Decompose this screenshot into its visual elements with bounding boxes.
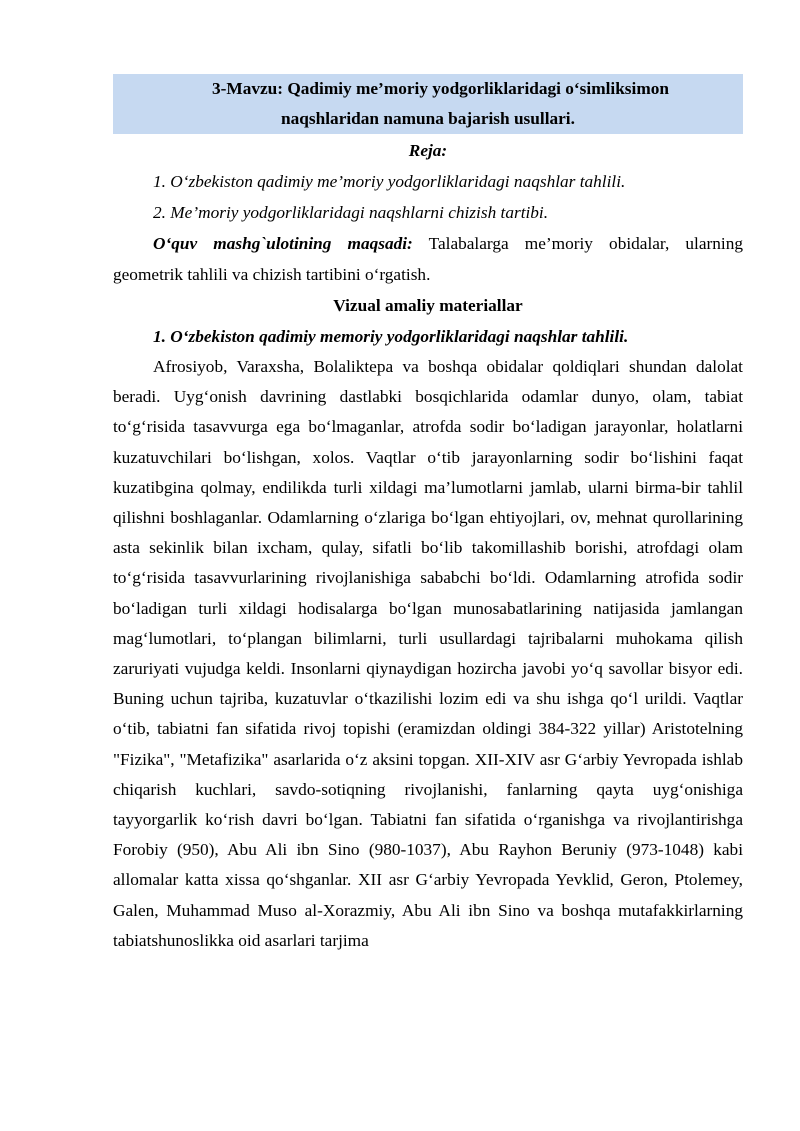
plan-heading: Reja: xyxy=(408,141,448,160)
lesson-goal-text: Talabalarga me’moriy obidalar, ularning geometrik tahlili va chizish tartibini o‘rgatish. xyxy=(113,234,744,284)
document-page xyxy=(113,74,743,956)
subsection-heading: 1. O‘zbekiston qadimiy memoriy yodgorliklaridagi naqshlar tahlili. xyxy=(153,327,629,346)
plan-item-2: 2. Me’moriy yodgorliklaridagi naqshlarni chizish tartibi. xyxy=(153,203,549,222)
body-paragraph: Afrosiyob, Varaxsha, Bolaliktepa va boshqa obidalar qoldiqlari shundan dalolat beradi. Uyg‘onish davrining dastlabki bosqichlarida odamlar dunyo, olam, tabiat to‘g‘risida tasavvurga ega bo‘lmaganlar, atrofda sodir bo‘ladigan jarayonlar, holatlarni kuzatuvchilari bo‘lishgan, xolos. Vaqtlar o‘tib jarayonlarning sodir bo‘lishini faqat kuzatibgina qolmay, endilikda turli xildagi ma’lumotlarni jamlab, ularni birma-bir tahlil qilishni boshlaganlar. Odamlarning o‘zlariga bo‘lgan ehtiyojlari, ov, mehnat qurollarining asta sekinlik bilan ixcham, qulay, sifatli bo‘lib takomillashib borishi, atrofdagi olam to‘g‘risida tasavvurlarining rivojlanishiga sababchi bo‘ldi. Odamlarning atrofida sodir bo‘ladigan turli xildagi hodisalarga bo‘lgan munosabatlarining natijasida jamlangan mag‘lumotlari, to‘plangan bilimlarni, turli usullardagi tajribalarni muhokama qilish zaruriyati vujudga keldi. Insonlarni qiynaydigan hozircha javobi yo‘q savollar bisyor edi. Buning uchun tajriba, kuzatuvlar o‘tkazilishi lozim edi va shu ishga qo‘l urildi. Vaqtlar o‘tib, tabiatni fan sifatida rivoj topishi (eramizdan oldingi 384-322 yillar) Aristotelning "Fizika", "Metafizika" asarlarida o‘z aksini topgan. XII-XIV asr G‘arbiy Yevropada ishlab chiqarish kuchlari, savdo-sotiqning rivojlanishi, fanlarning qayta uyg‘onishiga tayyorgarlik ko‘rish davri bo‘lgan. Tabiatni fan sifatida o‘rganishga va rivojlantirishga Forobiy (950), Abu Ali ibn Sino (980-1037), Abu Rayhon Beruniy (973-1048) kabi allomalar katta xissa qo‘shganlar. XII asr G‘arbiy Yevropada Yevklid, Geron, Ptolemey, Galen, Muhammad Muso al-Xorazmiy, Abu Ali ibn Sino va boshqa mutafakkirlarning tabiatshunoslikka oid asarlari tarjima xyxy=(113,357,743,950)
lesson-goal xyxy=(113,228,743,290)
topic-title xyxy=(113,74,743,134)
lesson-goal-label: O‘quv mashg`ulotining maqsadi: xyxy=(153,234,413,253)
topic-title-line-2: naqshlaridan namuna bajarish usullari. xyxy=(281,109,575,128)
plan-item-1: 1. O‘zbekiston qadimiy me’moriy yodgorliklaridagi naqshlar tahlili. xyxy=(153,172,626,191)
section-heading: Vizual amaliy materiallar xyxy=(333,296,523,315)
topic-title-line-1: 3-Mavzu: Qadimiy me’moriy yodgorliklaridagi o‘simliksimon xyxy=(212,79,669,98)
